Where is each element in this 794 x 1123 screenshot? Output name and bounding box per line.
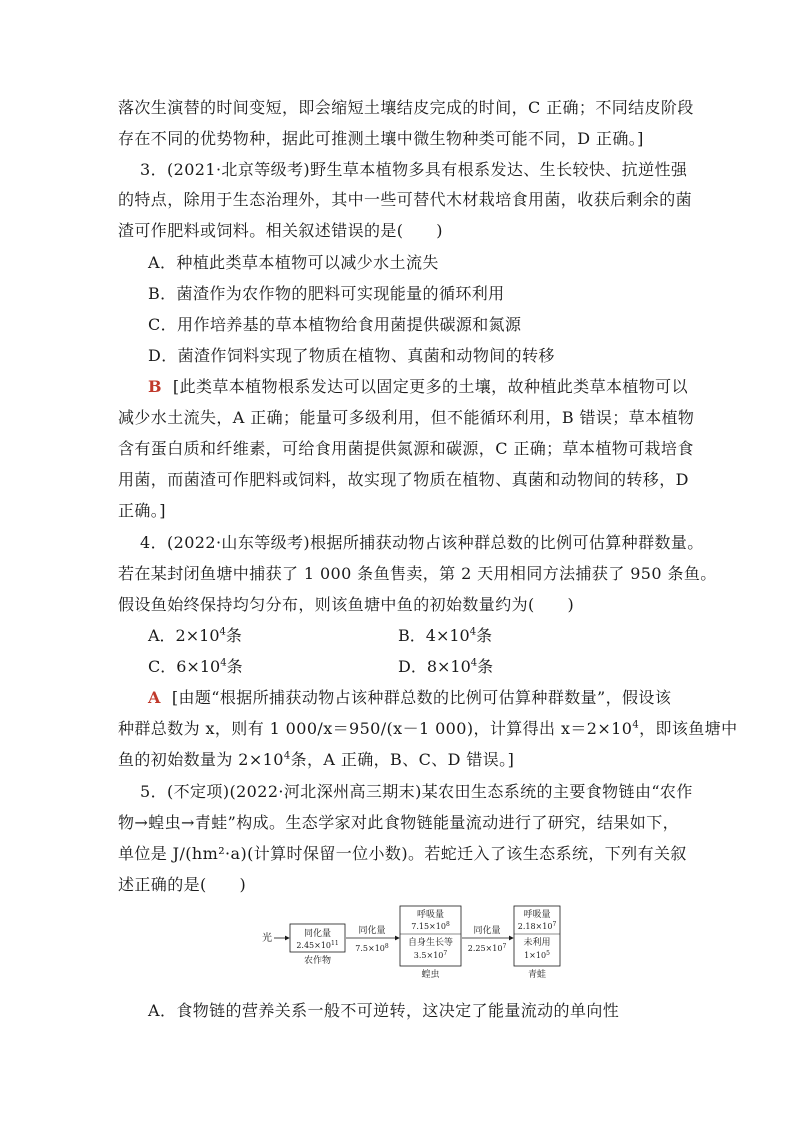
locust-growth-label: 自身生长等 (407, 938, 454, 948)
q4-answer-letter: A (148, 688, 161, 707)
q3-explanation-3: 含有蛋白质和纤维素，可给食用菌提供氮源和碳源，C 正确；草本植物可栽培食 (118, 439, 694, 458)
frog-name: 青蛙 (527, 970, 547, 980)
locust-name: 蝗虫 (421, 970, 440, 980)
q3-option-b: B．菌渣作为农作物的肥料可实现能量的循环利用 (148, 284, 505, 303)
q4-stem-line-2: 若在某封闭鱼塘中捕获了 1 000 条鱼售卖，第 2 天用相同方法捕获了 950 条鱼。 (118, 564, 717, 583)
q4-explanation-1: [由题“根据所捕获动物占该种群总数的比例可估算种群数量”，假设该 (171, 688, 672, 707)
q5-stem-line-1: 5．(不定项)(2022·河北深州高三期末)某农田生态系统的主要食物链由“农作 (140, 782, 693, 801)
q3-answer-line (148, 376, 688, 398)
q5-stem-line-3: 单位是 J/(hm²·a)(计算时保留一位小数)。若蛇迁入了该生态系统，下列有关叙 (118, 844, 687, 863)
arrow2-label: 同化量 (473, 926, 501, 936)
arrow1-label: 同化量 (358, 926, 386, 936)
q4-stem-line-3: 假设鱼始终保持均匀分布，则该鱼塘中鱼的初始数量约为( ) (118, 595, 575, 614)
light-label: 光 (262, 933, 272, 944)
q3-stem-line-1: 3．(2021·北京等级考)野生草本植物多具有根系发达、生长较快、抗逆性强 (140, 160, 688, 179)
locust-resp-label: 呼吸量 (416, 910, 445, 920)
q3-option-d: D．菌渣作饲料实现了物质在植物、真菌和动物间的转移 (148, 346, 555, 365)
crop-assim-value: $2.45\times 10^{11}$ (296, 940, 339, 950)
locust-growth-value: $3.5\times 10^7$ (413, 950, 448, 960)
q4-explanation-3: 鱼的初始数量为 $2\times 10^4$条，A 正确，B、C、D 错误。] (118, 750, 515, 769)
frog-resp-label: 呼吸量 (523, 910, 551, 920)
prev-explanation-line-2: 存在不同的优势物种，据此可推测土壤中微生物种类可能不同，D 正确。] (118, 129, 644, 148)
q5-stem-line-2: 物→蝗虫→青蛙”构成。生态学家对此食物链能量流动进行了研究，结果如下， (118, 813, 679, 832)
q3-stem-line-3: 渣可作肥料或饲料。相关叙述错误的是( ) (118, 221, 443, 240)
q4-option-c: C．$6\times 10^4$条 (148, 657, 243, 676)
q3-explanation-5: 正确。] (118, 501, 166, 520)
crop-name: 农作物 (303, 956, 332, 966)
arrow2-value: $2.25\times 10^7$ (467, 943, 507, 953)
energy-flow-diagram (258, 904, 563, 984)
arrow1-value: $7.5\times 10^8$ (355, 943, 389, 953)
q4-explanation-2: 种群总数为 x，则有 1 000/x＝950/(x－1 000)，计算得出 $x=2\times 10^4$，即该鱼塘中 (118, 719, 738, 738)
crop-assim-label: 同化量 (303, 929, 332, 939)
q3-explanation-2: 减少水土流失，A 正确；能量可多级利用，但不能循环利用，B 错误；草本植物 (118, 408, 695, 427)
frog-resp-value: $2.18\times 10^7$ (517, 921, 557, 931)
q4-option-d: D．$8\times 10^4$条 (398, 657, 494, 676)
q3-option-c: C．用作培养基的草本植物给食用菌提供碳源和氮源 (148, 315, 522, 334)
q3-option-a: A．种植此类草本植物可以减少水土流失 (148, 253, 439, 272)
frog-unused-value: $1\times 10^5$ (524, 950, 550, 960)
q4-stem-line-1: 4．(2022·山东等级考)根据所捕获动物占该种群总数的比例可估算种群数量。 (140, 533, 704, 552)
q4-option-a: A．$2\times 10^4$条 (148, 626, 242, 645)
frog-unused-label: 未利用 (523, 938, 551, 948)
locust-resp-value: $7.15\times 10^8$ (411, 921, 450, 931)
q3-explanation-4: 用菌，而菌渣可作肥料或饲料，故实现了物质在植物、真菌和动物间的转移，D (118, 470, 689, 489)
q5-stem-line-4: 述正确的是( ) (118, 875, 247, 894)
q5-option-a: A．食物链的营养关系一般不可逆转，这决定了能量流动的单向性 (148, 1001, 620, 1020)
q4-option-b: B．$4\times 10^4$条 (398, 626, 493, 645)
q4-answer-line (148, 687, 671, 709)
prev-explanation-line-1: 落次生演替的时间变短，即会缩短土壤结皮完成的时间，C 正确；不同结皮阶段 (118, 98, 694, 117)
q3-answer-letter: B (148, 377, 162, 396)
q3-stem-line-2: 的特点，除用于生态治理外，其中一些可替代木材栽培食用菌，收获后剩余的菌 (118, 190, 693, 209)
q3-explanation-1: [此类草本植物根系发达可以固定更多的土壤，故种植此类草本植物可以 (172, 377, 688, 396)
